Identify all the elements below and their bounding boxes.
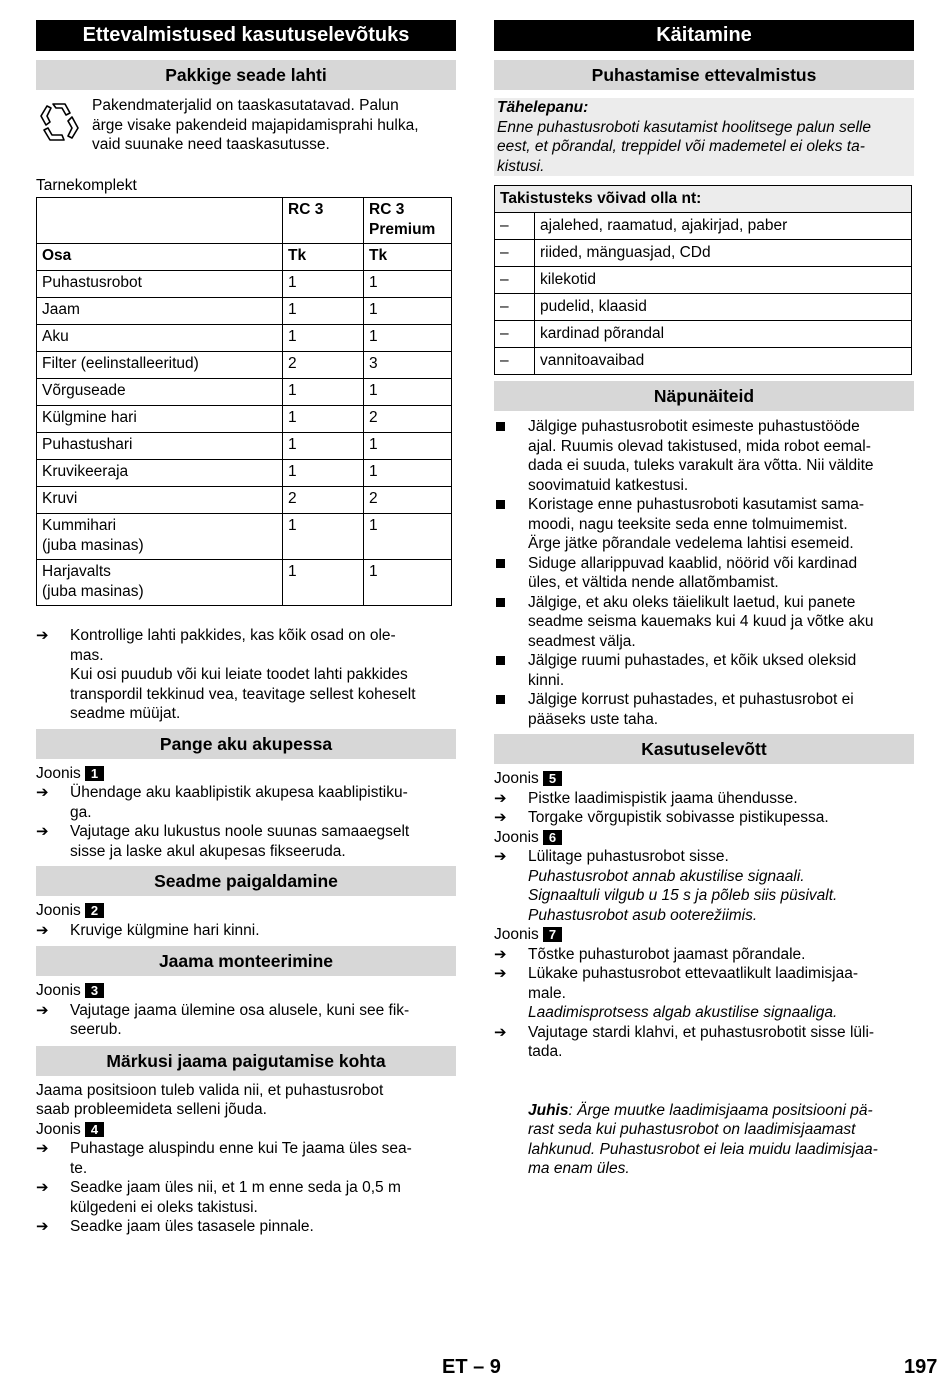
figure-number: 5: [543, 771, 562, 786]
list-item: Koristage enne puhastusroboti kasutamist sama- moodi, nagu teeksite seda enne tolmuimemist. Ärge jätke põrandale vedelema lahtisi esemeid.: [494, 495, 914, 554]
arrow-icon: ➔: [494, 964, 507, 982]
step: ➔ Seadke jaam üles tasasele pinnale.: [36, 1217, 314, 1235]
step: ➔ Tõstke puhasturobot jaamast põrandale.: [494, 944, 806, 963]
step: ➔ Kruvige külgmine hari kinni.: [36, 920, 260, 939]
figure-ref: Joonis 5: [494, 769, 914, 789]
recycle-block: [36, 96, 456, 155]
table-header-model2: RC 3 Premium: [364, 198, 452, 244]
obstacles-table: [494, 185, 912, 375]
heading-cleaning-prep: Puhastamise ettevalmistus: [494, 60, 914, 90]
page-language-number: ET – 9: [442, 1356, 501, 1378]
figure-ref: Joonis 3: [36, 981, 456, 1001]
arrow-icon: ➔: [36, 920, 49, 939]
right-column: [494, 20, 914, 1179]
table-row: – vannitoavaibad: [495, 348, 912, 375]
recycle-text-line: ärge visake pakendeid majapidamisprahi hulka,: [92, 116, 419, 134]
heading-tips: Näpunäiteid: [494, 381, 914, 411]
arrow-icon: ➔: [36, 1217, 49, 1235]
bullet-square-icon: [494, 651, 528, 690]
section-title-operation: Käitamine: [494, 20, 914, 51]
heading-startup: Kasutuselevõtt: [494, 734, 914, 764]
table-header-row: [37, 198, 452, 244]
table-row: Kummihari (juba masinas) 1 1: [37, 514, 452, 560]
arrow-icon: ➔: [36, 822, 49, 840]
heading-installation: Seadme paigaldamine: [36, 866, 456, 896]
arrow-icon: ➔: [494, 847, 507, 865]
bullet-square-icon: [494, 417, 528, 495]
note-label: Juhis: [528, 1101, 569, 1119]
arrow-icon: ➔: [36, 1178, 49, 1196]
table-row: – riided, mänguasjad, CDd: [495, 240, 912, 267]
arrow-icon: ➔: [494, 808, 507, 826]
arrow-icon: ➔: [36, 1139, 49, 1157]
recycle-text-line: vaid suunake need taaskasutusse.: [92, 136, 330, 153]
table-row: Kruvikeeraja 1 1: [37, 460, 452, 487]
arrow-icon: ➔: [36, 626, 49, 644]
figure-ref: Joonis 6: [494, 828, 914, 848]
figure-ref: Joonis 2: [36, 901, 456, 921]
table-row: Puhastusrobot 1 1: [37, 271, 452, 298]
step: ➔ Ühendage aku kaablipistik akupesa kaablipistiku- ga.: [36, 783, 408, 821]
step: ➔ Vajutage stardi klahvi, et puhastusrobotit sisse lüli- tada.: [494, 1022, 875, 1060]
arrow-icon: ➔: [494, 1022, 507, 1041]
delivery-table-title: Tarnekomplekt: [36, 176, 137, 194]
table-units-row: Osa Tk Tk: [37, 244, 452, 271]
list-item: Jälgige puhastusrobotit esimeste puhastustööde ajal. Ruumis olevad takistused, mida robot eemal- dada ei suuda, tuleks varakult ära võtta. Nii väldite soovimatuid katkestusi.: [494, 417, 914, 495]
heading-battery: Pange aku akupessa: [36, 729, 456, 759]
list-item: Siduge allarippuvad kaablid, nöörid või kardinad üles, et vältida nende allatõmbamist.: [494, 554, 914, 593]
step: ➔ Seadke jaam üles nii, et 1 m enne seda ja 0,5 m külgedeni ei oleks takistusi.: [36, 1178, 401, 1216]
figure-number: 6: [543, 830, 562, 845]
figure-number: 3: [85, 983, 104, 998]
bullet-square-icon: [494, 593, 528, 652]
step: ➔ Torgake võrgupistik sobivasse pistikupessa.: [494, 808, 829, 826]
figure-ref: Joonis 7: [494, 925, 914, 945]
bullet-square-icon: [494, 690, 528, 729]
tips-list: [494, 417, 914, 729]
table-row: Harjavalts (juba masinas) 1 1: [37, 560, 452, 606]
recycle-text-line: Pakendmaterjalid on taaskasutatavad. Palun: [92, 97, 399, 114]
list-item: Jälgige, et aku oleks täielikult laetud, kui panete seadme seisma kauemaks kui 4 kuud ja võtke aku seadmest välja.: [494, 593, 914, 652]
left-column: Ettevalmistused kasutuselevõtuks Pakkige seade lahti Pakendmaterjalid on taaskasutatavad. Palun ärge visake pakendeid majapidamisprahi hulka, vaid suunake need taaskasutusse. Tarnekomplekt RC 3 RC 3 Premium Osa Tk Tk Puhastusrobot 1 1 Jaam 1 1 Aku 1 1 Filter (eelinstalleeritud) 2 3 Võrguseade 1 1 Külgmine hari 1 2 Puhastushari 1 1 Kruvikeeraja 1 1 Kruvi 2 2 Kummihari (juba masinas) 1 1 Harjavalts (juba masinas) 1 1 ➔ Kontrollige lahti pakkides, kas kõik osad on ole- mas. Kui osi puudub või kui leiate toodet lahti pakkides transpordil tekkinud vea, teavitage sellest koheselt seadme müüjat. Pange aku akupessa Joonis 1 ➔ Ühendage aku kaablipistik akupesa kaablipistiku- ga. ➔ Vajutage aku lukustus noole suunas samaaegselt sisse ja laske akul akupesas fikseeruda. Seadme paigaldamine Joonis 2 ➔ Kruvige külgmine hari kinni. Jaama monteerimine Joonis 3 ➔ Vajutage jaama ülemine osa alusele, kuni see fik- seerub. Märkusi jaama paigutamise kohta Jaama positsioon tuleb valida nii, et puhastusrobot saab probleemideta selleni jõuda. Joonis 4 ➔ Puhastage aluspindu enne kui Te jaama üles sea- te. ➔ Seadke jaam üles nii, et 1 m enne seda ja 0,5 m külgedeni ei oleks takistusi. ➔ Seadke jaam üles tasasele pinnale.: [36, 20, 456, 1237]
arrow-icon: ➔: [36, 1000, 49, 1019]
list-item: Jälgige korrust puhastades, et puhastusrobot ei pääseks uste taha.: [494, 690, 914, 729]
list-item: Jälgige ruumi puhastades, et kõik uksed oleksid kinni.: [494, 651, 914, 690]
heading-unpack: Pakkige seade lahti: [36, 60, 456, 90]
figure-number: 4: [85, 1122, 104, 1137]
arrow-icon: ➔: [36, 783, 49, 801]
obstacles-title: Takistusteks võivad olla nt:: [495, 186, 912, 213]
check-instruction: ➔ Kontrollige lahti pakkides, kas kõik osad on ole- mas. Kui osi puudub või kui leiate toodet lahti pakkides transpordil tekkinud vea, teavitage sellest koheselt seadme müüjat.: [36, 626, 416, 722]
figure-ref: Joonis 1: [36, 764, 456, 784]
page-number: 197: [904, 1356, 938, 1378]
arrow-icon: ➔: [494, 788, 507, 807]
bullet-square-icon: [494, 554, 528, 593]
step: ➔ Lükake puhastusrobot ettevaatlikult laadimisjaa- male. Laadimisprotsess algab akustilise signaaliga.: [494, 964, 858, 1021]
table-row: Külgmine hari 1 2: [37, 406, 452, 433]
step: ➔ Lülitage puhastusrobot sisse. Puhastusrobot annab akustilise signaali. Signaaltuli vilgub u 15 s ja põleb siis püsivalt. Puhastusrobot asub ooterežiimis.: [494, 847, 838, 924]
step: ➔ Vajutage jaama ülemine osa alusele, kuni see fik- seerub.: [36, 1000, 410, 1038]
bullet-square-icon: [494, 495, 528, 554]
table-row: Filter (eelinstalleeritud) 2 3: [37, 352, 452, 379]
arrow-icon: ➔: [494, 944, 507, 963]
figure-number: 7: [543, 927, 562, 942]
step: ➔ Puhastage aluspindu enne kui Te jaama üles sea- te.: [36, 1139, 412, 1177]
figure-ref: Joonis 4: [36, 1120, 456, 1140]
attention-box: Tähelepanu: Enne puhastusroboti kasutamist hoolitsege palun selle eest, et põrandal, treppidel või mademetel ei oleks ta- kistusi.: [494, 98, 914, 176]
table-row: – pudelid, klaasid: [495, 294, 912, 321]
recycle-icon: [36, 96, 92, 155]
table-row: Puhastushari 1 1: [37, 433, 452, 460]
section-title-preparation: Ettevalmistused kasutuselevõtuks: [36, 20, 456, 51]
table-row: – ajalehed, raamatud, ajakirjad, paber: [495, 213, 912, 240]
table-header-model1: RC 3: [283, 198, 364, 244]
table-row: Kruvi 2 2: [37, 487, 452, 514]
table-row: Aku 1 1: [37, 325, 452, 352]
table-row: – kilekotid: [495, 267, 912, 294]
table-row: – kardinad põrandal: [495, 321, 912, 348]
heading-station-placement: Märkusi jaama paigutamise kohta: [36, 1046, 456, 1076]
figure-number: 1: [85, 766, 104, 781]
delivery-table: [36, 197, 452, 606]
table-row: Võrguseade 1 1: [37, 379, 452, 406]
step: ➔ Pistke laadimispistik jaama ühendusse.: [494, 788, 798, 807]
note-block: Juhis: Ärge muutke laadimisjaama positsiooni pä- rast seda kui puhastusrobot on laadimisjaamast lahkunud. Puhastusrobot ei leia muidu laadimisjaa- ma enam üles.: [528, 1101, 878, 1177]
heading-station-assembly: Jaama monteerimine: [36, 946, 456, 976]
figure-number: 2: [85, 903, 104, 918]
table-row: Jaam 1 1: [37, 298, 452, 325]
step: ➔ Vajutage aku lukustus noole suunas samaaegselt sisse ja laske akul akupesas fikseeruda.: [36, 822, 410, 860]
